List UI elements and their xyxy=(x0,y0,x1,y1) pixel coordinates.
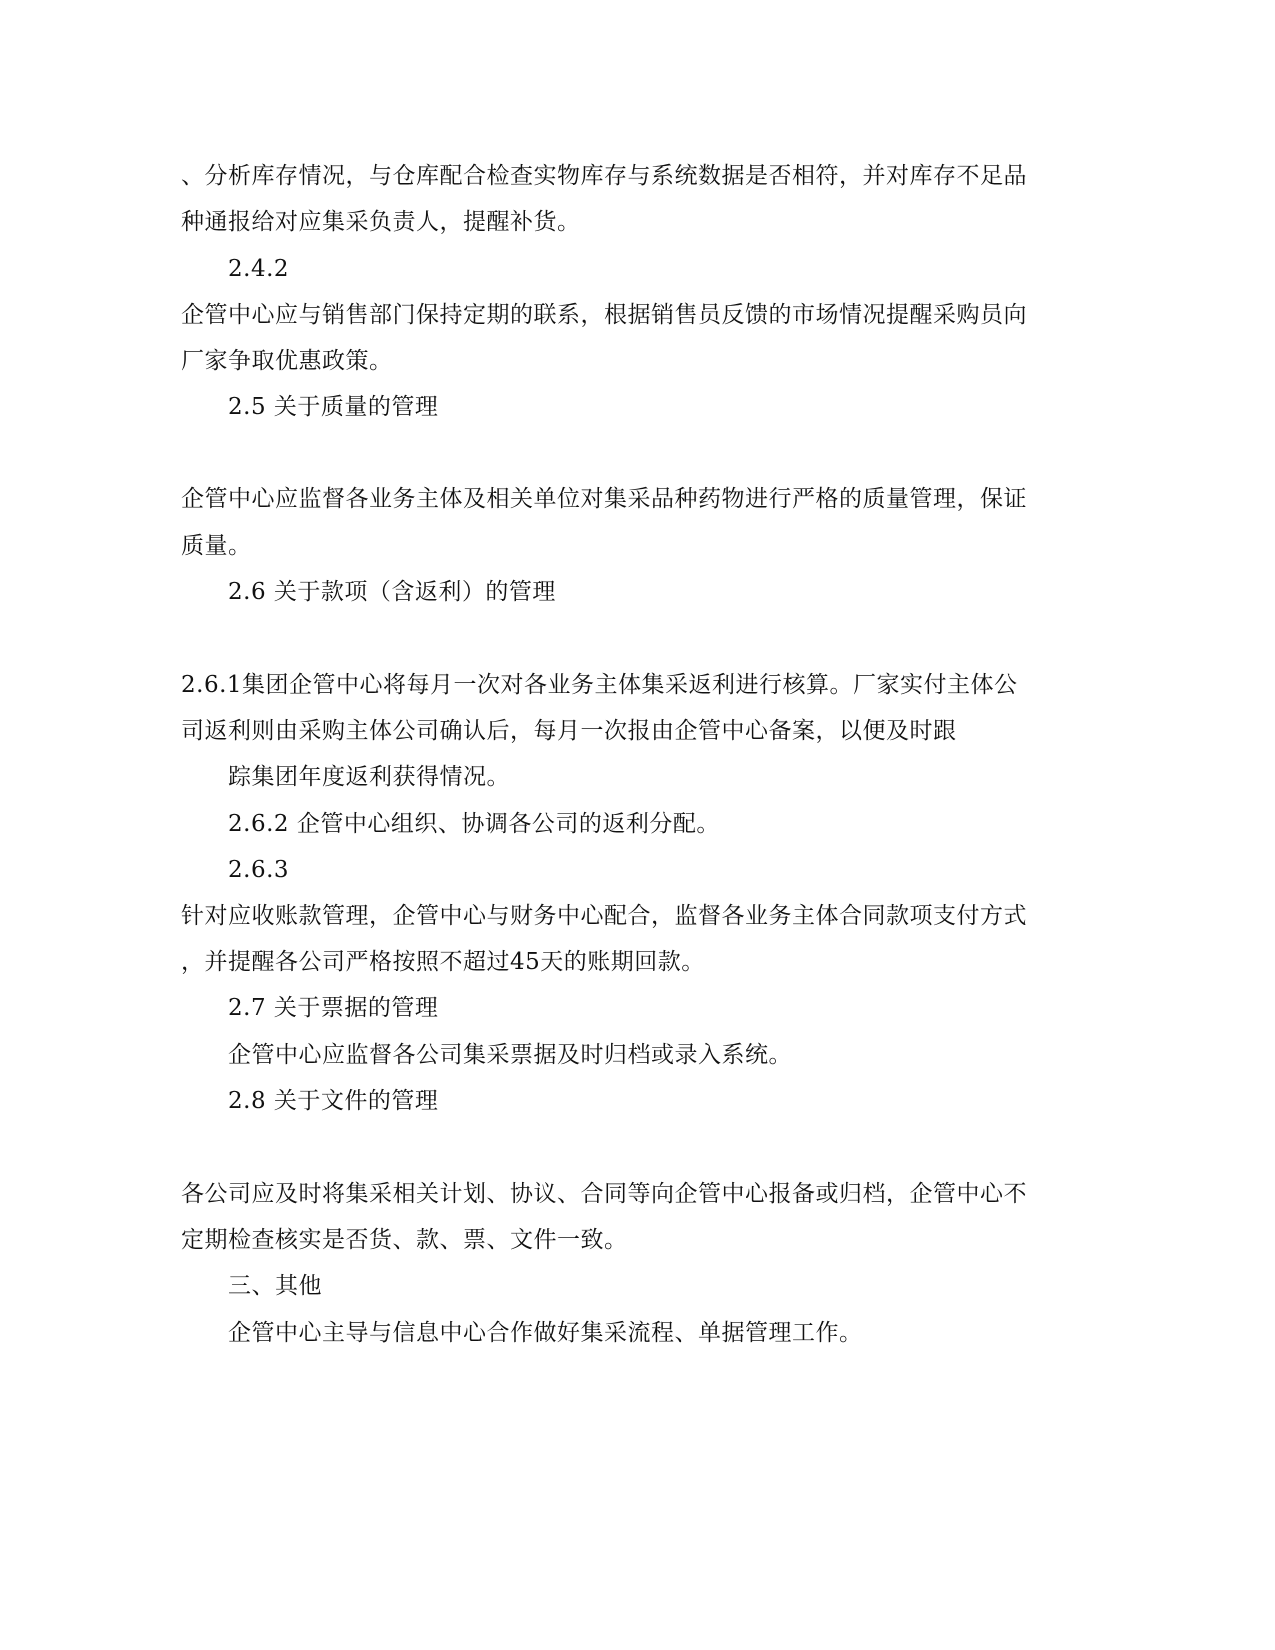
body-text-line: 2.6.1集团企管中心将每月一次对各业务主体集采返利进行核算。厂家实付主体公 xyxy=(181,672,1018,698)
body-text-line: 各公司应及时将集采相关计划、协议、合同等向企管中心报备或归档，企管中心不 xyxy=(181,1181,1027,1207)
body-text-line: 企管中心主导与信息中心合作做好集采流程、单据管理工作。 xyxy=(228,1320,863,1346)
body-text-line: 司返利则由采购主体公司确认后，每月一次报由企管中心备案，以便及时跟 xyxy=(181,718,957,744)
body-text-line: 种通报给对应集采负责人，提醒补货。 xyxy=(181,209,581,235)
body-text-line: 质量。 xyxy=(181,533,252,559)
section-heading: 三、其他 xyxy=(228,1273,322,1299)
body-text-line: 踪集团年度返利获得情况。 xyxy=(228,764,510,790)
body-text-line: 厂家争取优惠政策。 xyxy=(181,348,393,374)
section-number: 2.4.2 xyxy=(228,256,290,282)
section-number: 2.6.3 xyxy=(228,857,290,883)
section-heading: 2.7 关于票据的管理 xyxy=(228,995,439,1021)
body-text-line: 定期检查核实是否货、款、票、文件一致。 xyxy=(181,1227,628,1253)
section-heading: 2.6 关于款项（含返利）的管理 xyxy=(228,579,556,605)
body-text-line: 、分析库存情况，与仓库配合检查实物库存与系统数据是否相符，并对库存不足品 xyxy=(181,163,1027,189)
body-text-line: 针对应收账款管理，企管中心与财务中心配合，监督各业务主体合同款项支付方式 xyxy=(181,903,1027,929)
section-item: 2.6.2 企管中心组织、协调各公司的返利分配。 xyxy=(228,811,720,837)
body-text-line: 企管中心应监督各业务主体及相关单位对集采品种药物进行严格的质量管理，保证 xyxy=(181,486,1027,512)
section-heading: 2.5 关于质量的管理 xyxy=(228,394,439,420)
body-text-line: 企管中心应与销售部门保持定期的联系，根据销售员反馈的市场情况提醒采购员向 xyxy=(181,302,1027,328)
section-heading: 2.8 关于文件的管理 xyxy=(228,1088,439,1114)
body-text-line: ，并提醒各公司严格按照不超过45天的账期回款。 xyxy=(181,949,705,975)
body-text-line: 企管中心应监督各公司集采票据及时归档或录入系统。 xyxy=(228,1042,792,1068)
